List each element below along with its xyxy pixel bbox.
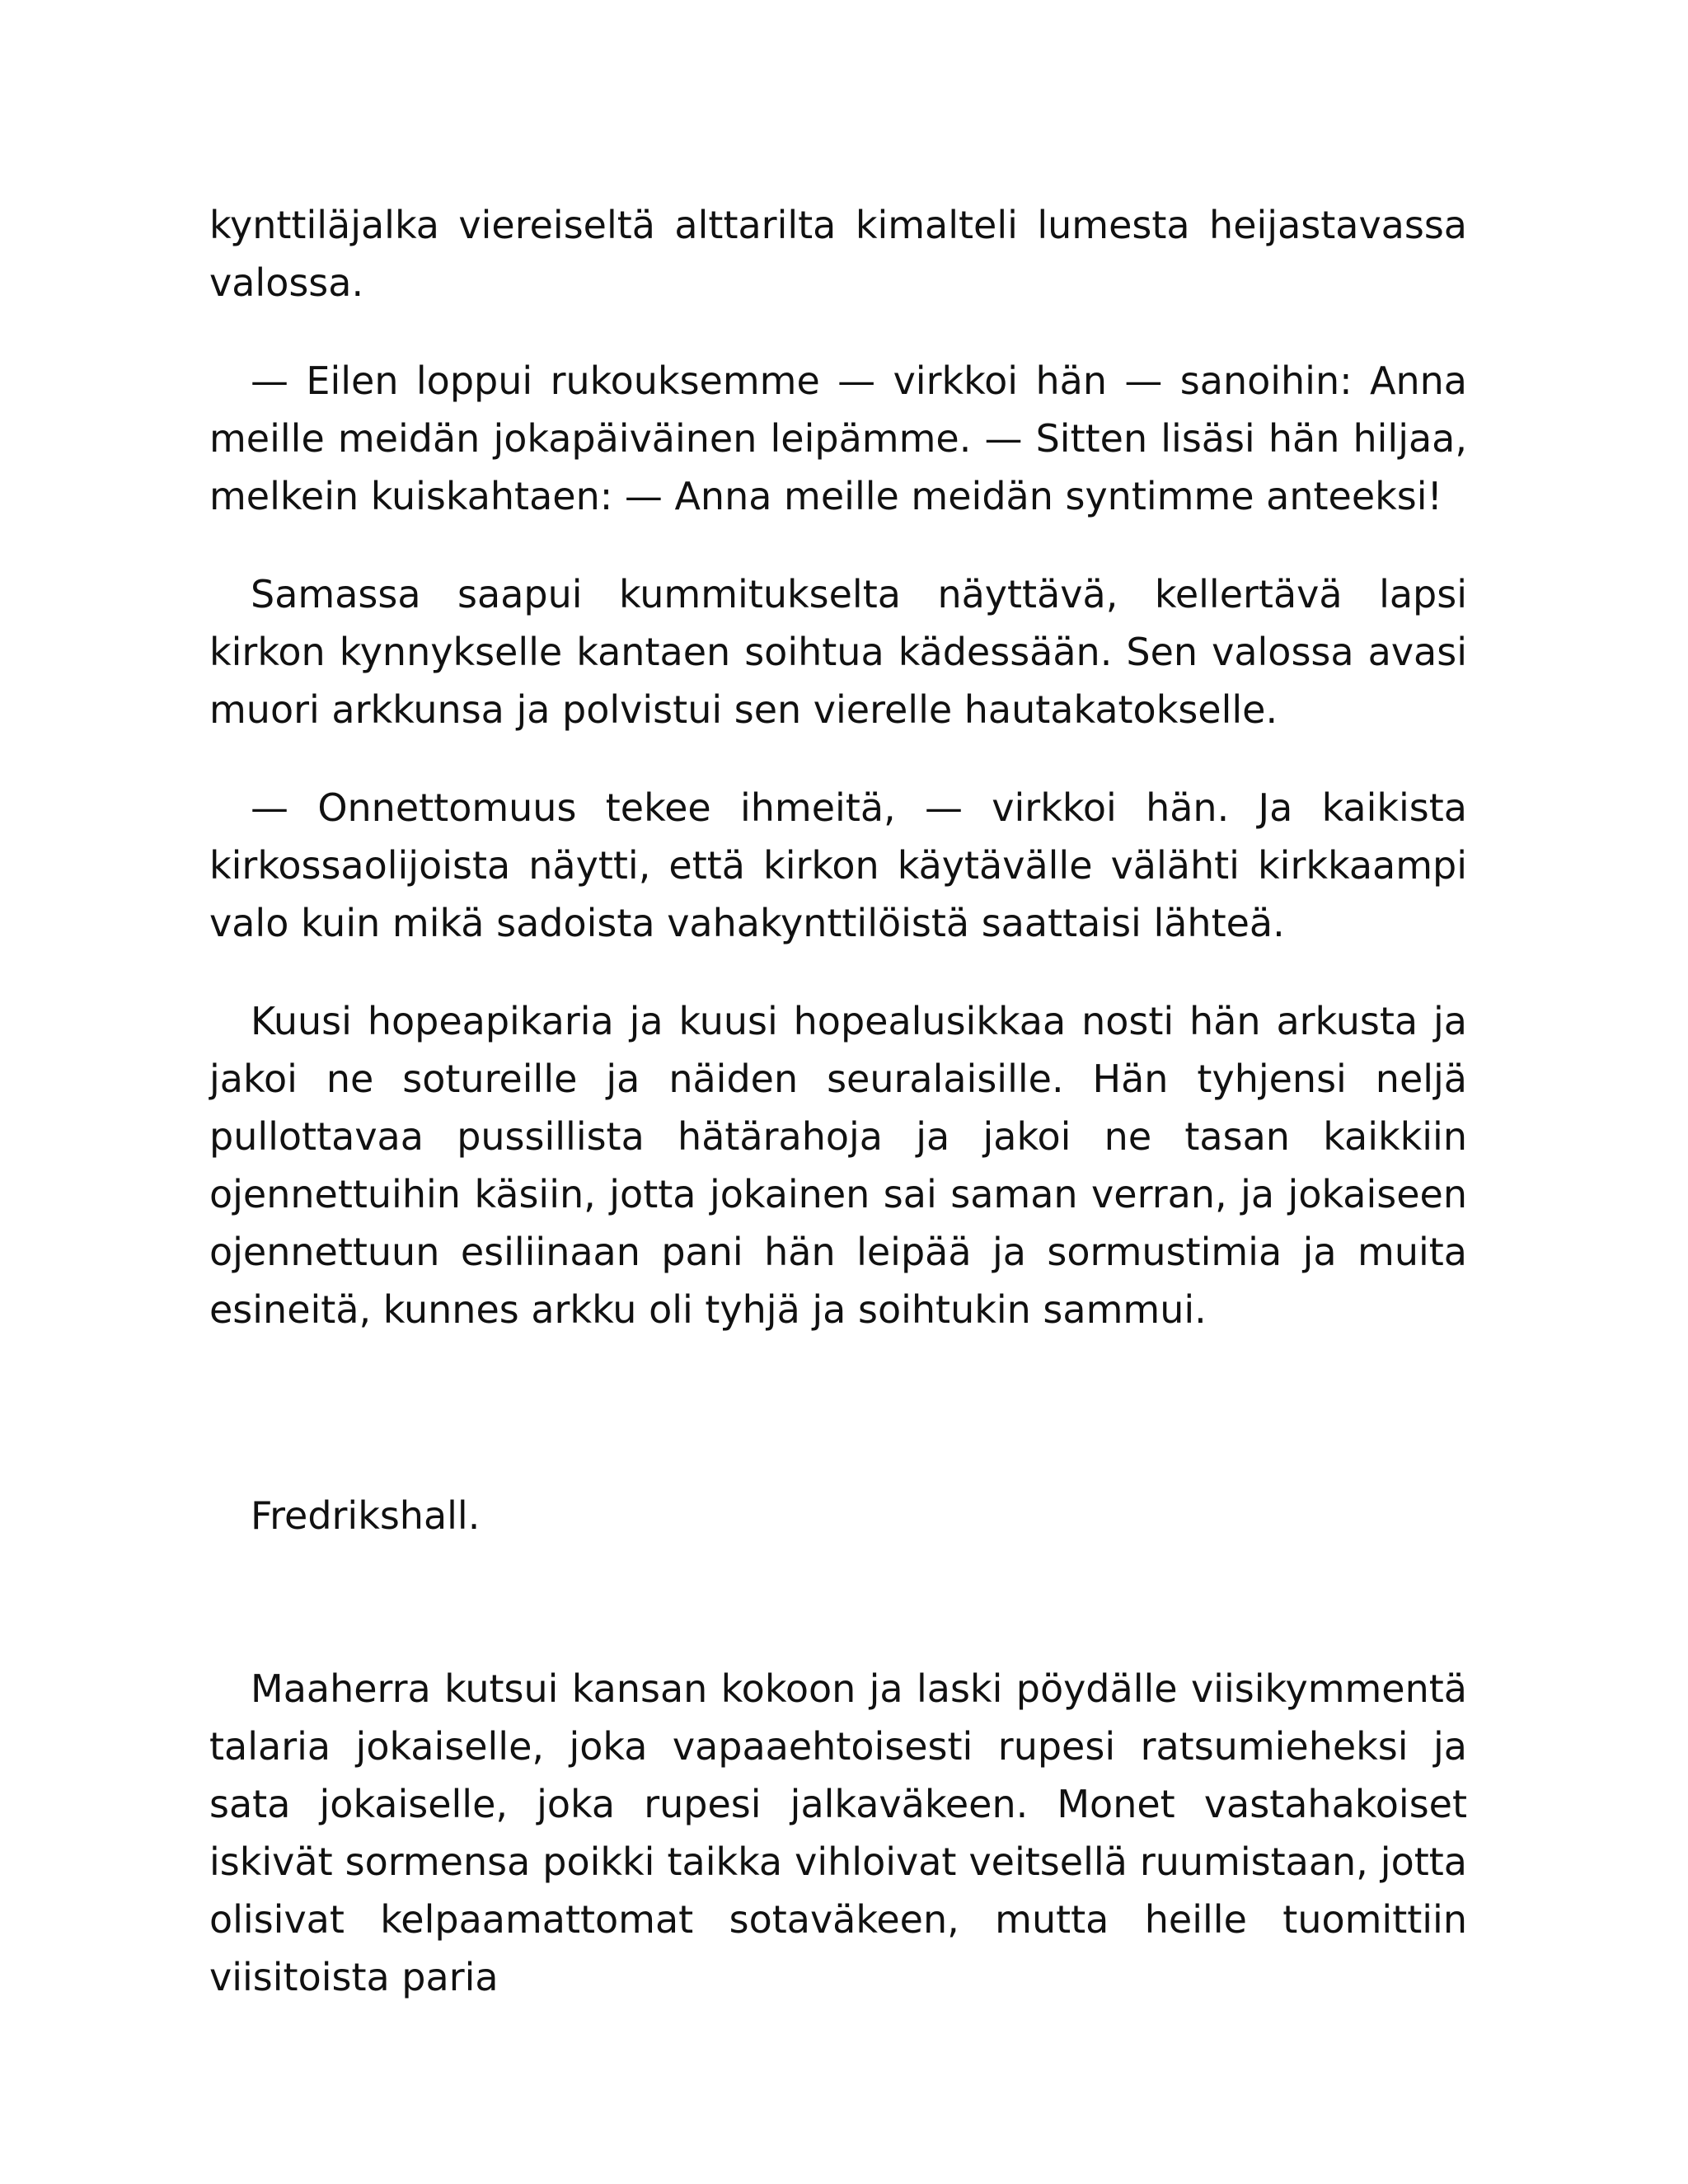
paragraph-misfortune: — Onnettomuus tekee ihmeitä, — virkkoi hän. Ja kaikista kirkossaolijoista näytti, että kirkon käytävälle välähti kirkkaampi valo kuin mikä sadoista vahakynttilöistä saattaisi lähteä. [209,785,1467,945]
paragraph-gap [209,952,1467,992]
text-column [209,196,1467,2006]
paragraph-continuation: kynttiläjalka viereiseltä alttarilta kimalteli lumesta heijastavassa valossa. [209,203,1467,305]
paragraph-dialogue-prayer: — Eilen loppui rukouksemme — virkkoi hän — sanoihin: Anna meille meidän jokapäiväinen leipämme. — Sitten lisäsi hän hiljaa, melkein kuiskahtaen: — Anna meille meidän syntimme anteeksi! [209,359,1467,518]
section-gap [209,1338,1467,1487]
paragraph-silver-cups: Kuusi hopeapikaria ja kuusi hopealusikkaa nosti hän arkusta ja jakoi ne sotureille ja näiden seuralaisille. Hän tyhjensi neljä pullottavaa pussillista hätärahoja ja jakoi ne tasan kaikkiin ojennettuihin käsiin, jotta jokainen sai saman verran, ja jokaiseen ojennettuun esiliinaan pani hän leipää ja sormustimia ja muita esineitä, kunnes arkku oli tyhjä ja soihtukin sammui. [209,999,1467,1332]
paragraph-torch-child: Samassa saapui kummitukselta näyttävä, kellertävä lapsi kirkon kynnykselle kantaen soihtua kädessään. Sen valossa avasi muori arkkunsa ja polvistui sen vierelle hautakatokselle. [209,572,1467,732]
paragraph-gap [209,312,1467,352]
section-heading: Fredrikshall. [251,1493,481,1538]
section-gap [209,1544,1467,1660]
paragraph-governor: Maaherra kutsui kansan kokoon ja laski pöydälle viisikymmentä talaria jokaiselle, joka vapaaehtoisesti rupesi ratsumieheksi ja sata jokaiselle, joka rupesi jalkaväkeen. Monet vastahakoiset iskivät sormensa poikki taikka vihloivat veitsellä ruumistaan, jotta olisivat kelpaamattomat sotaväkeen, mutta heille tuomittiin viisitoista paria [209,1666,1467,1999]
paragraph-gap [209,738,1467,779]
paragraph-gap [209,525,1467,565]
